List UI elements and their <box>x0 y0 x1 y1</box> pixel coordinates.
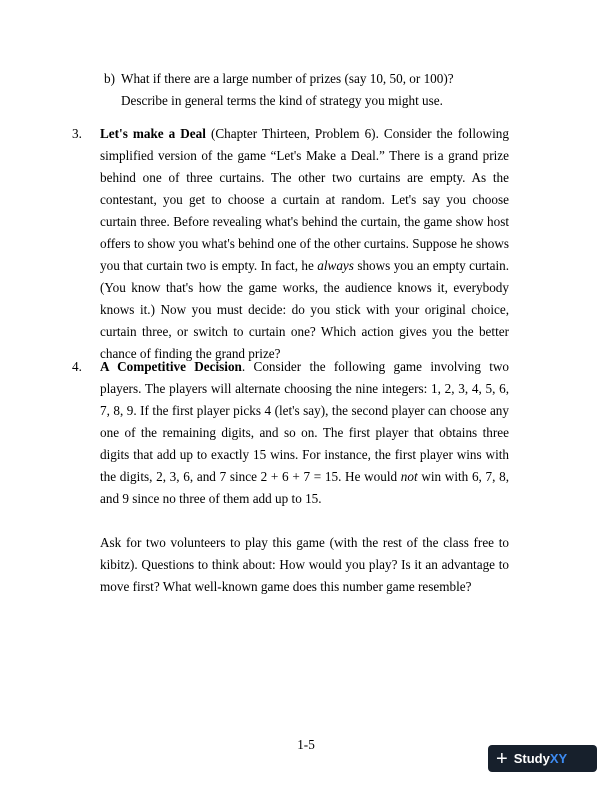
problem-3-text-a: (Chapter Thirteen, Problem 6). Consider the following simplified version of the game “Let's Make a Deal.” There is a grand prize behind one of three curtains. The other two curtains are empty. As the contestant, you get to choose a curtain at random. Let's say you choose curtain three. Before revealing what's behind the curtain, the game show host offers to show you what's behind one of the other curtains. Suppose he shows you that curtain two is empty. In fact, he <box>100 126 509 273</box>
problem-3-emphasis: always <box>317 258 354 273</box>
problem-4 <box>72 356 509 598</box>
studyxy-watermark <box>488 745 597 772</box>
problem-4-title: A Competitive Decision <box>100 359 242 374</box>
problem-4-emphasis: not <box>400 469 418 484</box>
problem-4-text-a: . Consider the following game involving two players. The players will alternate choosing the nine integers: 1, 2, 3, 4, 5, 6, 7, 8, 9. If the first player picks 4 (let's say), the second player can choose any one of the remaining digits, and so on. The first player that obtains three digits that add up to exactly 15 wins. For instance, the first player wins with the digits, 2, 3, 6, and 7 since 2 + 6 + 7 = 15. He would <box>100 359 510 484</box>
brand-main: Study <box>513 751 550 766</box>
question-b-text <box>104 68 509 112</box>
problem-4-text-b: win with 6, 7, 8, and 9 since no three of them add up to 15. <box>100 469 509 506</box>
problem-3-paragraph <box>100 123 509 365</box>
brand-accent: XY <box>549 751 568 766</box>
problem-4-number: 4. <box>72 359 82 374</box>
problem-4-body <box>100 356 509 598</box>
question-b-line1: What if there are a large number of prizes (say 10, 50, or 100)? <box>121 71 454 86</box>
problem-3-body <box>100 123 509 365</box>
question-b <box>104 68 509 112</box>
page-number: 1-5 <box>297 737 315 752</box>
problem-4-paragraph-2: Ask for two volunteers to play this game (with the rest of the class free to kibitz). Questions to think about: How would you play? Is it an advantage to move first? What well-known game does this number game resemble? <box>100 535 509 594</box>
problem-3-number: 3. <box>72 126 82 141</box>
problem-3-text-b: shows you an empty curtain. (You know that's how the game works, the audience knows it, everybody knows it.) Now you must decide: do you stick with your original choice, curtain three, or switch to curtain one? Which action gives you the better chance of finding the grand prize? <box>100 258 510 361</box>
problem-4-paragraph <box>100 356 509 510</box>
problem-3 <box>72 123 509 365</box>
question-b-marker: b) <box>104 71 115 86</box>
problem-3-title: Let's make a Deal <box>100 126 206 141</box>
plus-icon: + <box>496 747 508 770</box>
question-b-line2: Describe in general terms the kind of strategy you might use. <box>121 93 443 108</box>
